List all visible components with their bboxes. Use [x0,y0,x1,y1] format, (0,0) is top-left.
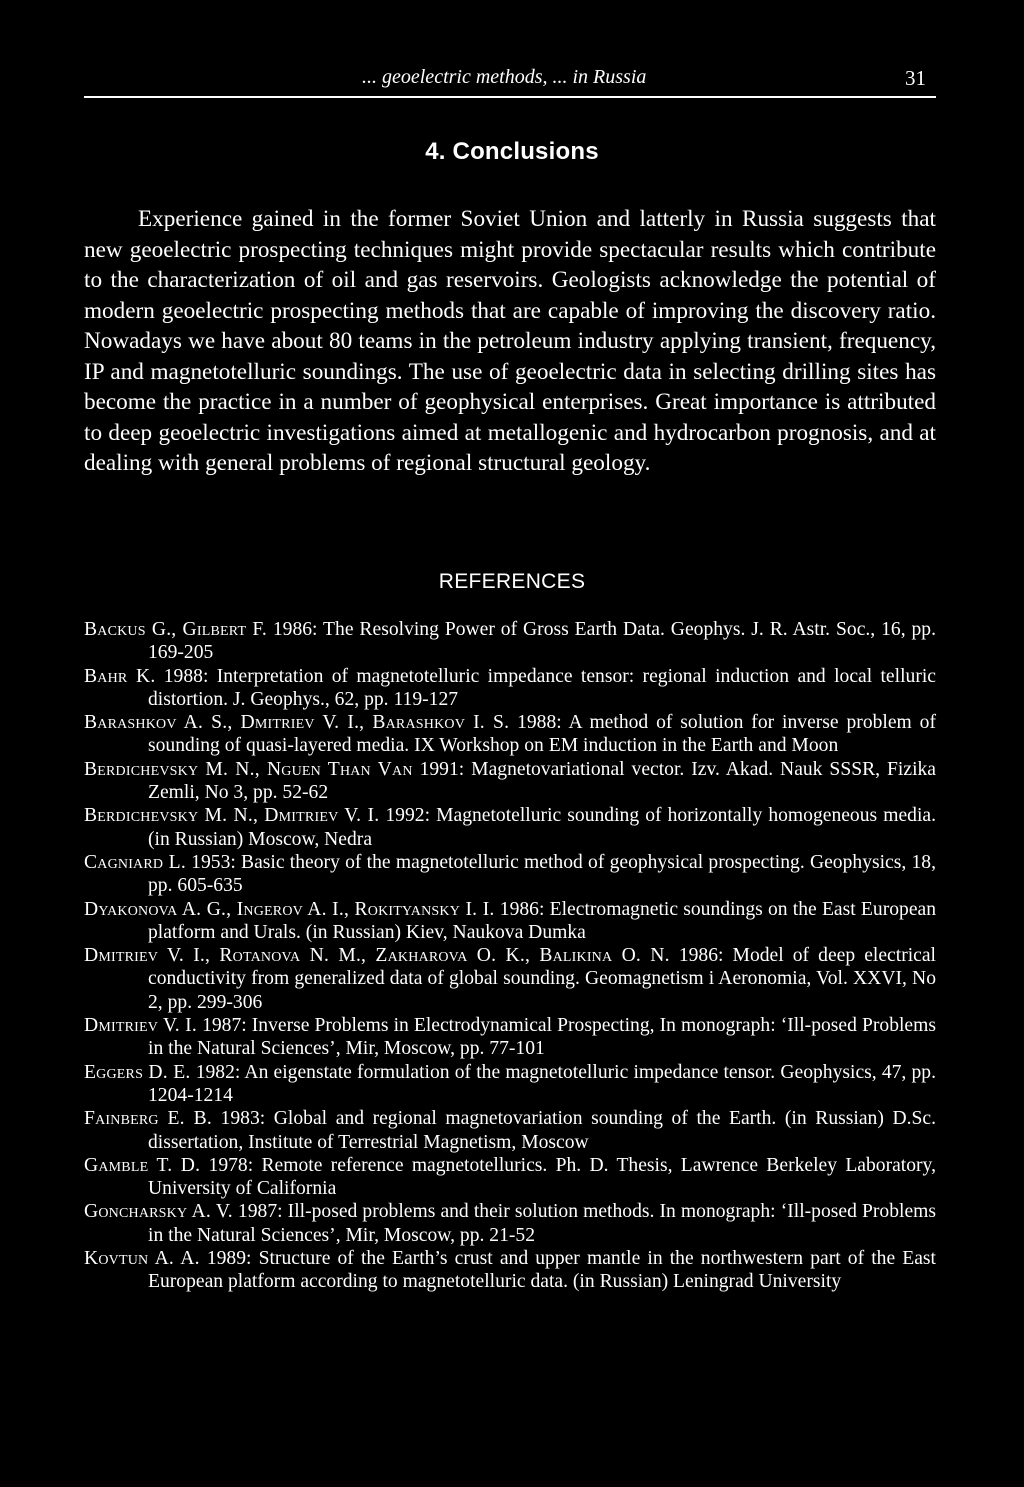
reference-details: 1988: A method of solution for inverse problem of sounding of quasi-layered media. IX Workshop on EM induction in the Earth and Moon [148,712,936,757]
running-title: ... geoelectric methods, ... in Russia [362,66,647,88]
reference-details: 1986: Electromagnetic soundings on the East European platform and Urals. (in Russian) Kiev, Naukova Dumka [148,898,937,943]
reference-entry [84,711,936,758]
reference-authors: Dyakonova A. G., Ingerov A. I., Rokityansky I. I. [84,898,495,920]
page-header [84,62,936,98]
reference-details: 1992: Magnetotelluric sounding of horizontally homogeneous media. (in Russian) Moscow, Nedra [148,805,936,850]
reference-details: 1983: Global and regional magnetovariation sounding of the Earth. (in Russian) D.Sc. dissertation, Institute of Terrestrial Magnetism, Moscow [148,1108,936,1153]
reference-entry [84,851,936,898]
reference-details: 1987: Ill-posed problems and their solution methods. In monograph: ‘Ill-posed Problems in the Natural Sciences’, Mir, Moscow, pp. 21-52 [148,1201,937,1246]
references-heading: REFERENCES [438,570,586,593]
reference-list [84,618,936,1294]
reference-authors: Dmitriev V. I. [84,1015,197,1037]
reference-details: 1978: Remote reference magnetotellurics. Ph. D. Thesis, Lawrence Berkeley Laboratory, University of California [148,1154,936,1200]
reference-entry [84,618,936,665]
section-heading: 4. Conclusions [425,138,599,165]
reference-details: 1953: Basic theory of the magnetotelluric method of geophysical prospecting. Geophysics, 18, pp. 605-635 [148,851,937,897]
reference-entry [84,1061,936,1108]
conclusions-paragraph: Experience gained in the former Soviet Union and latterly in Russia suggests that new geoelectric prospecting techniques might provide spectacular results which contribute to the characterization of oil and gas reservoirs. Geologists acknowledge the potential of modern geoelectric prospecting methods that are capable of improving the discovery ratio. Nowadays we have about 80 teams in the petroleum industry applying transient, frequency, IP and magnetotelluric soundings. The use of geoelectric data in selecting drilling sites has become the practice in a number of geophysical enterprises. Great importance is attributed to deep geoelectric investigations aimed at metallogenic and hydrocarbon prognosis, and at dealing with general problems of regional structural geology. [84,206,936,476]
reference-details: 1986: Model of deep electrical conductivity from generalized data of global sounding. Geomagnetism i Aeronomia, Vol. XXVI, No 2, pp. 299-306 [148,945,936,1013]
reference-authors: Berdichevsky M. N., Nguen Than Van [84,758,413,780]
reference-authors: Kovtun A. A. [84,1248,200,1270]
reference-details: 1989: Structure of the Earth’s crust and upper mantle in the northwestern part of the East European platform according to magnetotelluric data. (in Russian) Leningrad University [148,1248,936,1293]
reference-entry [84,804,936,851]
reference-authors: Berdichevsky M. N., Dmitriev V. I. [84,805,380,827]
reference-authors: Goncharsky A. V. [84,1201,233,1223]
reference-authors: Cagniard L. [84,851,186,873]
reference-details: 1982: An eigenstate formulation of the magnetotelluric impedance tensor. Geophysics, 47, pp. 1204-1214 [148,1061,936,1106]
reference-authors: Dmitriev V. I., Rotanova N. M., Zakharova O. K., Balikina O. N. [84,945,670,967]
reference-entry [84,1200,936,1247]
reference-details: 1991: Magnetovariational vector. Izv. Akad. Nauk SSSR, Fizika Zemli, No 3, pp. 52-62 [148,758,937,804]
reference-entry [84,1154,936,1201]
reference-authors: Backus G., Gilbert F. [84,619,267,640]
reference-authors: Barashkov A. S., Dmitriev V. I., Barashkov I. S. [84,712,510,734]
reference-entry [84,1107,936,1154]
reference-authors: Fainberg E. B. [84,1108,212,1130]
page-number: 31 [905,66,926,90]
reference-entry [84,758,936,805]
reference-entry [84,665,936,712]
reference-entry [84,898,936,945]
reference-details: 1986: The Resolving Power of Gross Earth Data. Geophys. J. R. Astr. Soc., 16, pp. 169-205 [148,619,936,664]
reference-authors: Gamble T. D. [84,1154,201,1176]
reference-entry [84,1014,936,1061]
reference-details: 1987: Inverse Problems in Electrodynamical Prospecting, In monograph: ‘Ill-posed Problems in the Natural Sciences’, Mir, Moscow, pp. 77-101 [148,1015,936,1060]
reference-authors: Bahr K. [84,665,156,687]
reference-entry [84,1247,936,1294]
reference-authors: Eggers D. E. [84,1061,191,1083]
reference-details: 1988: Interpretation of magnetotelluric impedance tensor: regional induction and local telluric distortion. J. Geophys., 62, pp. 119-127 [148,665,936,710]
reference-entry [84,944,936,1014]
